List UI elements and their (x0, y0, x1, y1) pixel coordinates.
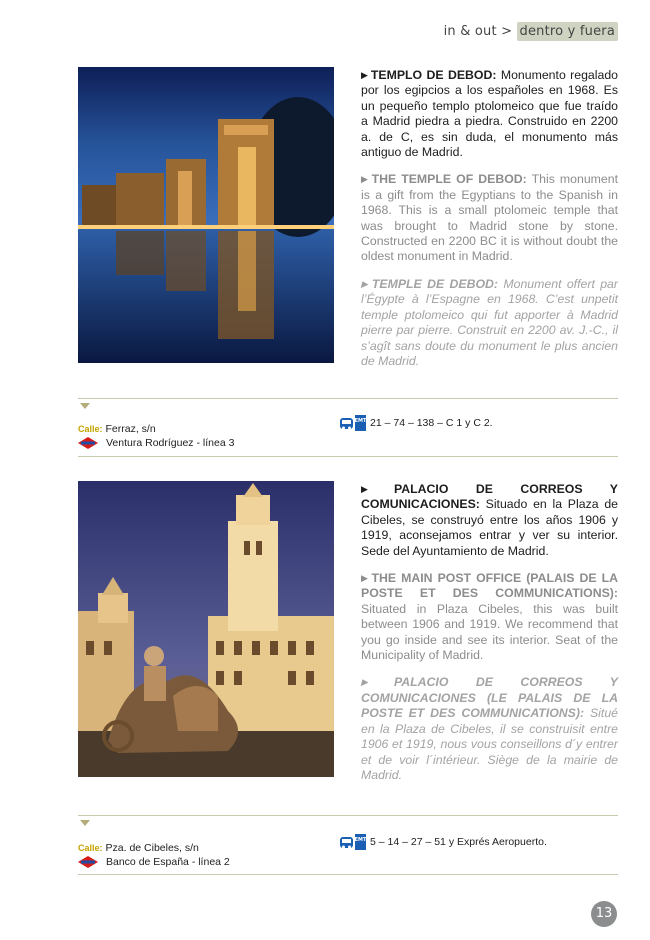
entry-2-en-body: Situated in Plaza Cibeles, this was built between 1906 and 1919. We recommend that you go inside and see its interior. Seat of the Municipality of Madrid. (361, 601, 618, 663)
entry-1-bus-lines: 21 – 74 – 138 – C 1 y C 2. (370, 417, 493, 429)
entry-2-fr-body: Situé en la Plaza de Cibeles, il se construisit entre 1906 et 1919, nous vous conseillons d´y entrer et de voir l´intérieur. Siège de la mairie de Madrid. (361, 706, 618, 782)
entry-2-text (361, 482, 618, 795)
metro-logo-icon (78, 856, 98, 868)
entry-2-fr-title: PALACIO DE CORREOS Y COMUNICACIONES (LE PALAIS DE LA POSTE ET DES COMMUNICATIONS): (361, 675, 618, 721)
divider (78, 815, 618, 816)
entry-2-english (361, 571, 618, 663)
entry-1-french (361, 277, 618, 369)
caret-right-icon: ▶ (361, 573, 370, 584)
entry-2-street: Pza. de Cibeles, s/n (105, 842, 199, 854)
entry-2-en-title: THE MAIN POST OFFICE (PALAIS DE LA POSTE ET DES COMMUNICATIONS): (361, 571, 618, 601)
bus-icon (340, 415, 366, 431)
street-label: Calle: (78, 843, 103, 853)
street-label: Calle: (78, 424, 103, 434)
entry-2-metro (78, 856, 230, 868)
entry-1-street: Ferraz, s/n (105, 423, 156, 435)
entry-2-es-title: PALACIO DE CORREOS Y COMUNICACIONES: (361, 482, 618, 512)
entry-1-en-title: THE TEMPLE OF DEBOD: (371, 172, 527, 187)
bus-icon (340, 834, 366, 850)
emt-badge: EMT (354, 418, 366, 424)
entry-2-bus-lines: 5 – 14 – 27 – 51 y Exprés Aeropuerto. (370, 836, 547, 848)
entry-2-address (78, 842, 199, 854)
divider (78, 874, 618, 875)
temple-of-debod-photo (78, 67, 334, 363)
entry-1-address (78, 423, 156, 435)
entry-1-bus (340, 415, 493, 431)
entry-2-french (361, 675, 618, 783)
entry-1-es-title: TEMPLO DE DEBOD: (370, 68, 497, 82)
brand-highlight: dentro y fuera (517, 22, 618, 41)
caret-right-icon: ▶ (361, 70, 369, 80)
caret-right-icon: ▶ (361, 278, 370, 289)
brand-header (444, 24, 618, 39)
entry-1-fr-body: Monument offert par l’Égypte à l’Espagne en 1968. C’est unpetit temple ptolomeico qui fut apporter à Madrid pierre par pierre. Construit en 2200 av. J.-C., il s’agît sans doute du monument le plus ancien de Madrid. (361, 276, 618, 368)
caret-right-icon: ▶ (361, 677, 392, 688)
entry-1-fr-title: TEMPLE DE DEBOD: (371, 276, 499, 291)
entry-1-english (361, 172, 618, 264)
palacio-de-cibeles-photo (78, 481, 334, 777)
triangle-down-icon (80, 403, 90, 409)
caret-right-icon: ▶ (361, 174, 370, 185)
entry-2-es-body: Situado en la Plaza de Cibeles, se construyó entre los años 1906 y 1919, aconsejamos entrar y ver su interior. Sede del Ayuntamiento de Madrid. (361, 497, 618, 558)
entry-1-text (361, 68, 618, 381)
entry-2-metro-text: Banco de España - línea 2 (106, 856, 230, 868)
caret-right-icon: ▶ (361, 484, 392, 494)
triangle-down-icon (80, 820, 90, 826)
divider (78, 398, 618, 399)
divider (78, 456, 618, 457)
emt-badge: EMT (354, 837, 366, 843)
entry-1-metro (78, 437, 234, 449)
entry-1-spanish (361, 68, 618, 160)
entry-1-metro-text: Ventura Rodríguez - línea 3 (106, 437, 235, 449)
metro-logo-icon (78, 437, 98, 449)
entry-1-en-body: This monument is a gift from the Egyptians to the Spanish in 1968. This is a small ptolomeic temple that was brought to Madrid stone by stone. Constructed en 2200 BC it is without doubt the oldest monument in Madrid. (361, 172, 618, 264)
brand-prefix: in & out > (443, 24, 517, 39)
entry-2-bus (340, 834, 547, 850)
entry-1-es-body: Monumento regalado por los egipcios a los españoles en 1968. Es un pequeño templo ptolomeico que fue traído a Madrid piedra a piedra. Construido en 2200 a. de C, es sin duda, el monumento más antiguo de Madrid. (361, 68, 619, 160)
page-number: 13 (591, 901, 617, 927)
entry-2-spanish (361, 482, 618, 559)
